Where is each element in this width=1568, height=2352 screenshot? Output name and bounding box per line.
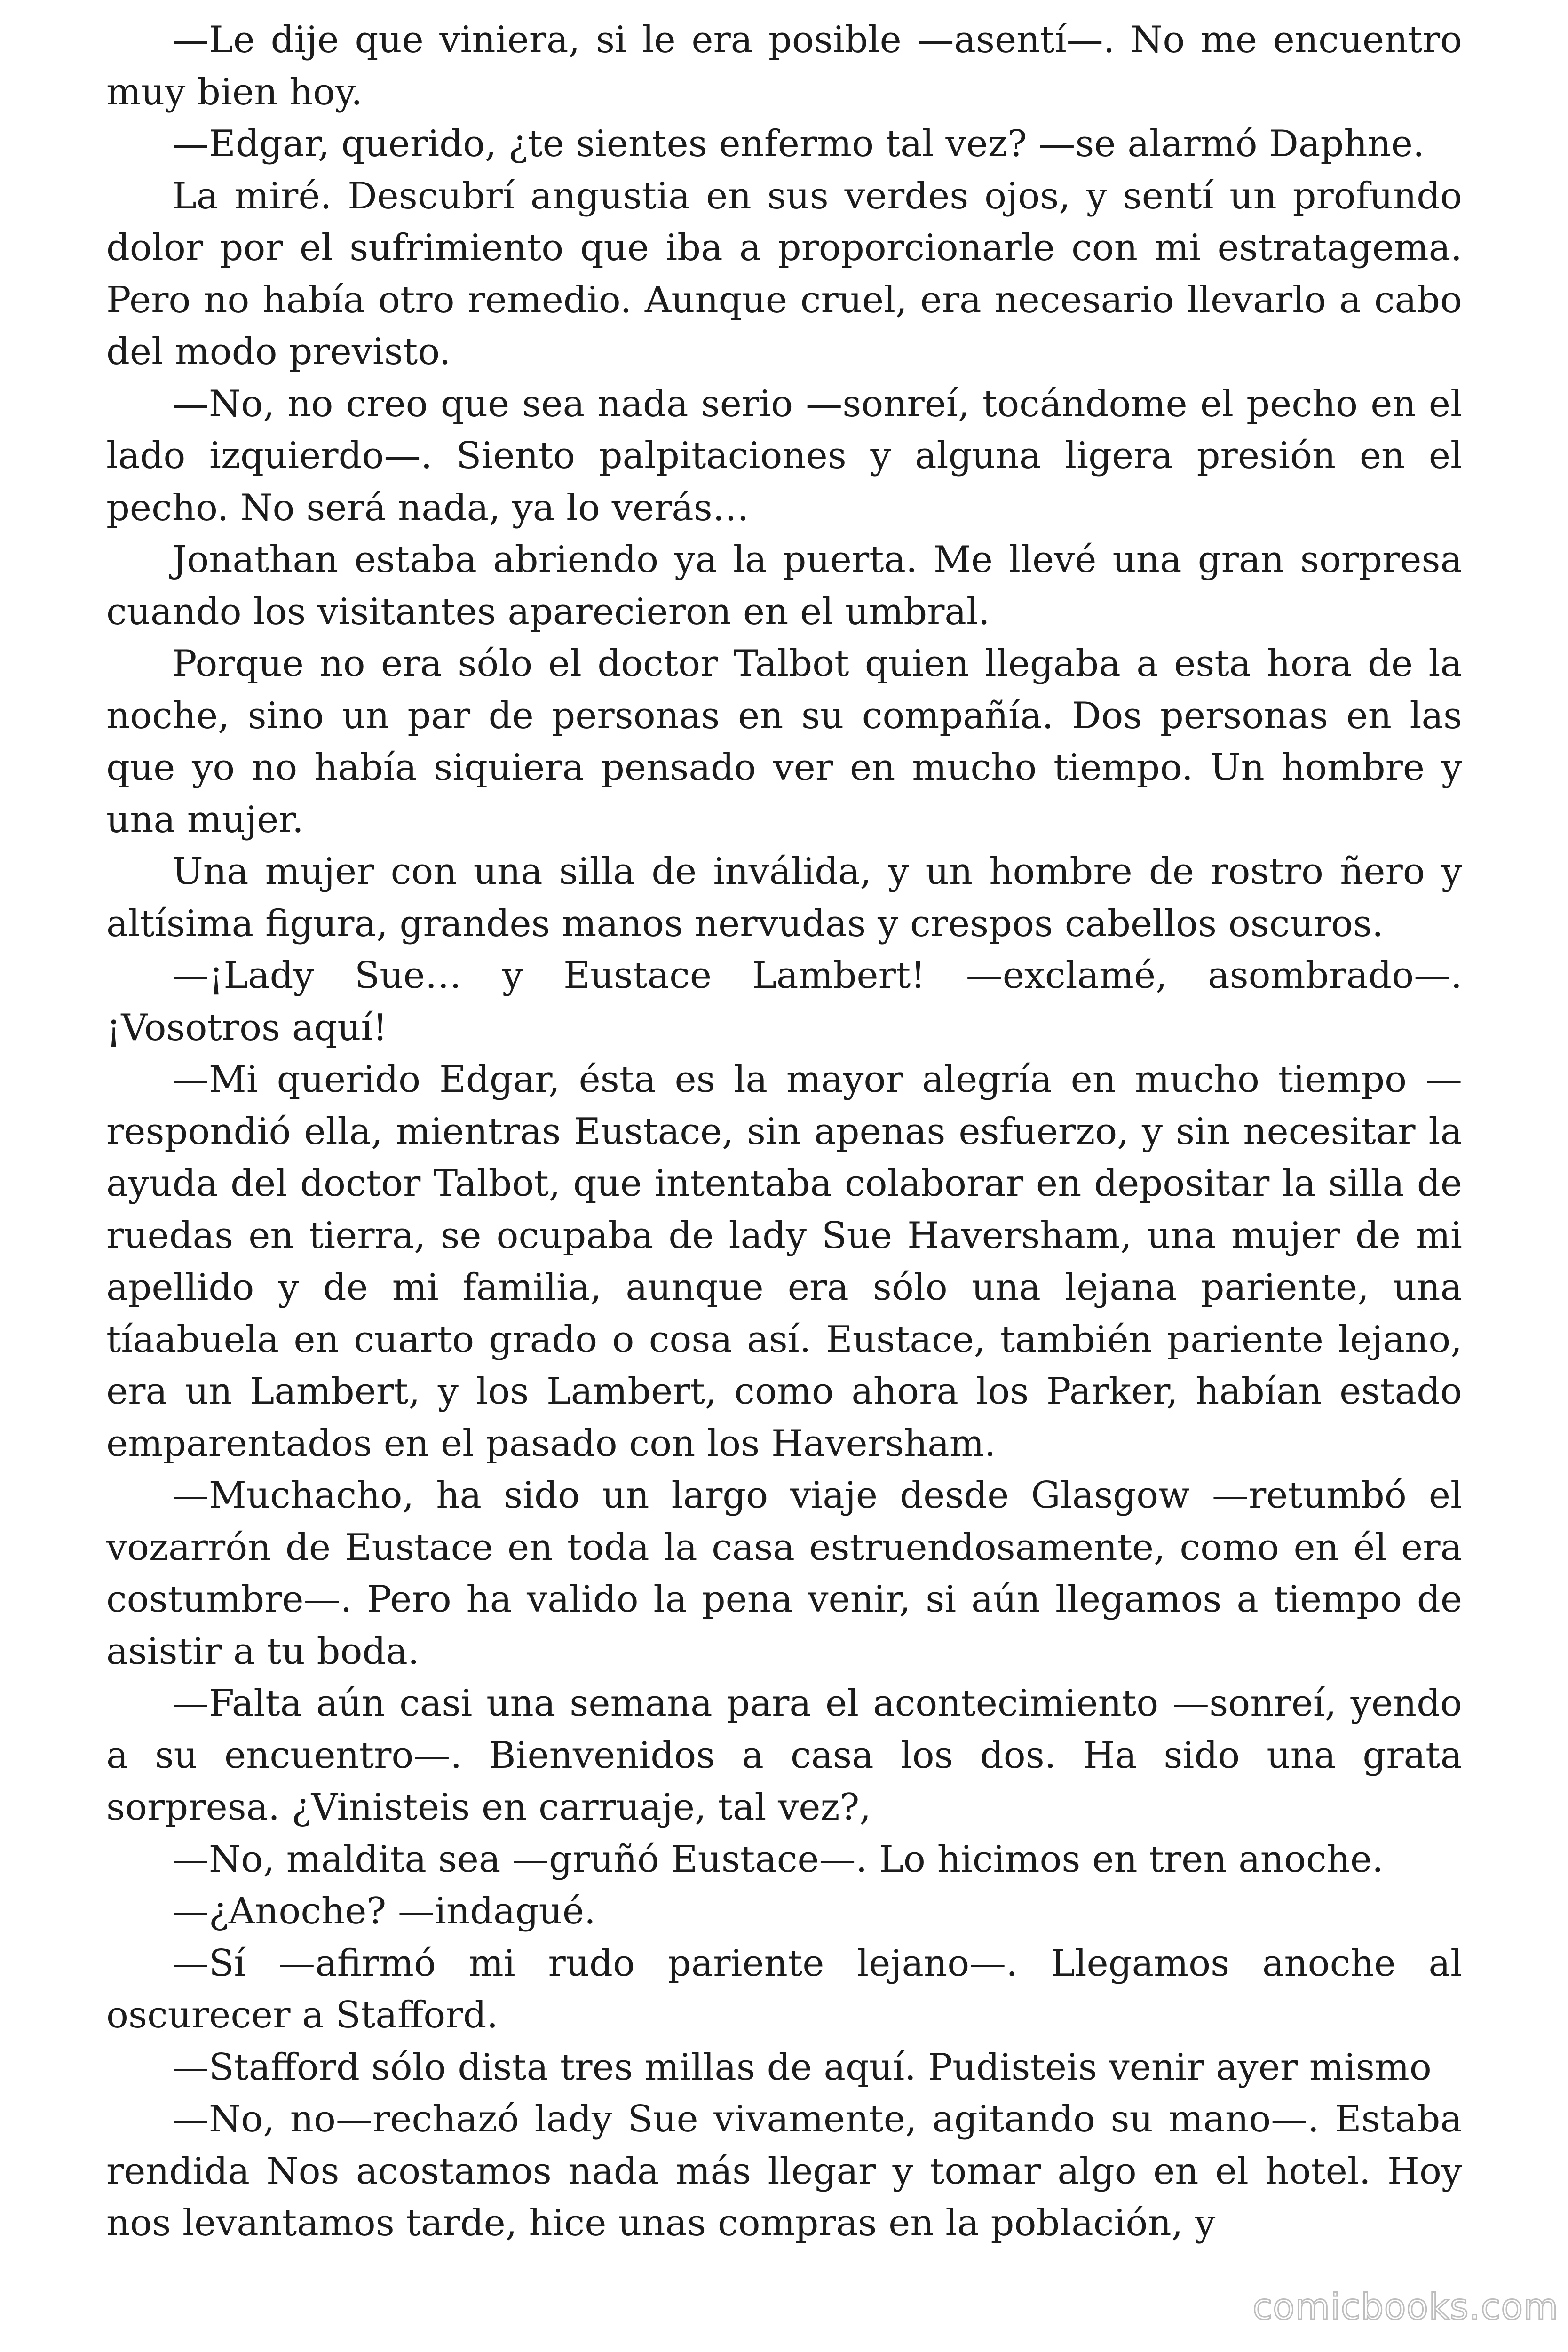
watermark: comicbooks.com — [1252, 2286, 1559, 2328]
paragraph: Una mujer con una silla de inválida, y un hombre de rostro ñero y altísima figura, grandes manos nervudas y crespos cabellos oscuros. — [106, 850, 1462, 945]
paragraph: —¡Lady Sue… y Eustace Lambert! —exclamé, asombrado—. ¡Vosotros aquí! — [106, 954, 1462, 1049]
paragraph: Porque no era sólo el doctor Talbot quien llegaba a esta hora de la noche, sino un par de personas en su compañía. Dos personas en las que yo no había siquiera pensado ver en mucho tiempo. Un hombre y una mujer. — [106, 643, 1462, 841]
paragraph: —No, no creo que sea nada serio —sonreí, tocándome el pecho en el lado izquierdo—. Siento palpitaciones y alguna ligera presión en el pecho. No será nada, ya lo verás… — [106, 382, 1462, 529]
paragraph: —Le dije que viniera, si le era posible —asentí—. No me encuentro muy bien hoy. — [106, 19, 1462, 113]
paragraph: —Sí —afirmó mi rudo pariente lejano—. Llegamos anoche al oscurecer a Stafford. — [106, 1942, 1462, 2036]
paragraph: —Stafford sólo dista tres millas de aquí. Pudisteis venir ayer mismo — [172, 2046, 1432, 2089]
book-page-text — [106, 14, 1462, 2249]
paragraph: La miré. Descubrí angustia en sus verdes ojos, y sentí un profundo dolor por el sufrimiento que iba a proporcionarle con mi estratagema. Pero no había otro remedio. Aunque cruel, era necesario llevarlo a cabo del modo previsto. — [106, 175, 1462, 373]
paragraph: —No, maldita sea —gruñó Eustace—. Lo hicimos en tren anoche. — [172, 1838, 1384, 1881]
paragraph: —Mi querido Edgar, ésta es la mayor alegría en mucho tiempo — respondió ella, mientras Eustace, sin apenas esfuerzo, y sin necesitar la ayuda del doctor Talbot, que intentaba colaborar en depositar la silla de ruedas en tierra, se ocupaba de lady Sue Haversham, una mujer de mi apellido y de mi familia, aunque era sólo una lejana pariente, una tíaabuela en cuarto grado o cosa así. Eustace, también pariente lejano, era un Lambert, y los Lambert, como ahora los Parker, habían estado emparentados en el pasado con los Haversham. — [106, 1058, 1462, 1465]
paragraph: Jonathan estaba abriendo ya la puerta. Me llevé una gran sorpresa cuando los visitantes aparecieron en el umbral. — [106, 539, 1462, 633]
paragraph: —Falta aún casi una semana para el acontecimiento —sonreí, yendo a su encuentro—. Bienvenidos a casa los dos. Ha sido una grata sorpresa. ¿Vinisteis en carruaje, tal vez?, — [106, 1682, 1462, 1828]
paragraph: —Edgar, querido, ¿te sientes enfermo tal vez? —se alarmó Daphne. — [172, 123, 1425, 165]
paragraph: —¿Anoche? —indagué. — [172, 1890, 596, 1932]
paragraph: —No, no—rechazó lady Sue vivamente, agitando su mano—. Estaba rendida Nos acostamos nada más llegar y tomar algo en el hotel. Hoy nos levantamos tarde, hice unas compras en la población, y — [106, 2098, 1462, 2244]
paragraph: —Muchacho, ha sido un largo viaje desde Glasgow —retumbó el vozarrón de Eustace en toda la casa estruendosamente, como en él era costumbre—. Pero ha valido la pena venir, si aún llegamos a tiempo de asistir a tu boda. — [106, 1474, 1462, 1673]
